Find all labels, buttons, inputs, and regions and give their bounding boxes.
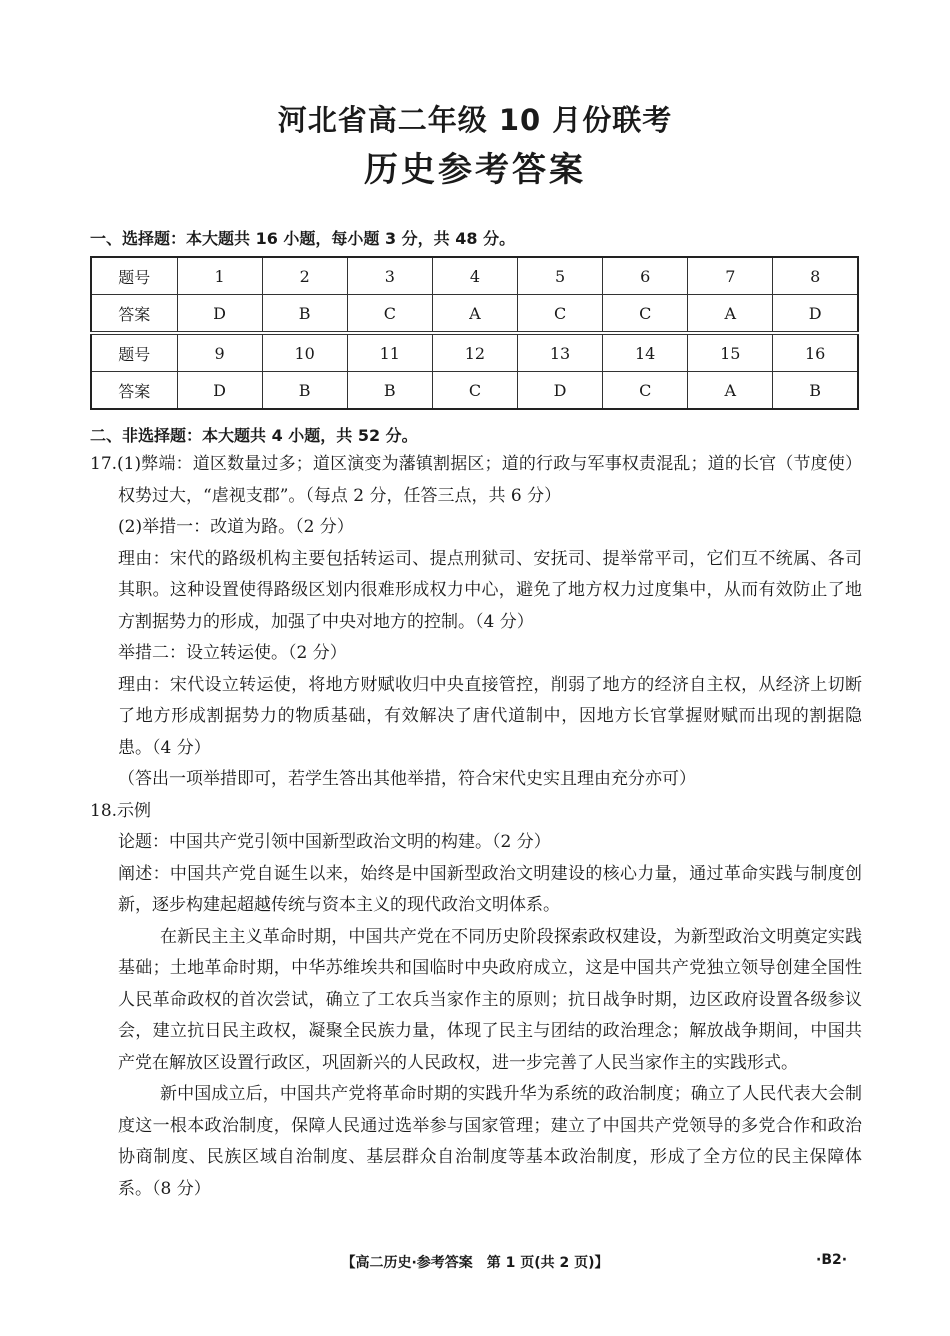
row-label-question: 题号 [91,333,177,372]
answer-cell: B [773,372,858,410]
answer-cell: D [177,295,262,334]
q17-part2-measure2: 举措二：设立转运使。（2 分） [118,643,347,663]
question-number: 13 [518,333,603,372]
answer-cell: D [518,372,603,410]
question-number: 5 [518,257,603,295]
section2-heading: 二、非选择题：本大题共 4 小题，共 52 分。 [90,426,418,445]
row-label-question: 题号 [91,257,177,295]
answer-cell: A [688,295,773,334]
q17-part2-reason2: 理由：宋代设立转运使，将地方财赋收归中央直接管控，削弱了地方的经济自主权，从经济上切断了地方形成割据势力的物质基础，有效解决了唐代道制中，因地方长官掌握财赋而出现的割据隐患。（4 分） [118,674,862,758]
row-label-answer: 答案 [91,295,177,334]
question-number: 6 [603,257,688,295]
table-row-numbers-1 [91,257,858,295]
table-row-answers-2 [91,372,858,410]
q17-part2-reason1: 理由：宋代的路级机构主要包括转运司、提点刑狱司、安抚司、提举常平司，它们互不统属、各司其职。这种设置使得路级区划内很难形成权力中心，避免了地方权力过度集中，从而有效防止了地方割据势力的形成，加强了中央对地方的控制。（4 分） [118,548,862,632]
answer-cell: C [347,295,432,334]
table-row-answers-1 [91,295,858,334]
answer-cell: B [347,372,432,410]
question-number: 14 [603,333,688,372]
question-number: 2 [262,257,347,295]
question-number: 16 [773,333,858,372]
section1-heading: 一、选择题：本大题共 16 小题，每小题 3 分，共 48 分。 [90,229,516,248]
q18-elaboration: 阐述：中国共产党自诞生以来，始终是中国新型政治文明建设的核心力量，通过革命实践与制度创新，逐步构建起超越传统与资本主义的现代政治文明体系。 [118,863,862,915]
answer-cell: C [603,295,688,334]
question-number: 8 [773,257,858,295]
question-number: 11 [347,333,432,372]
question-number: 15 [688,333,773,372]
answer-cell: B [262,295,347,334]
section2-body [90,449,862,1205]
row-label-answer: 答案 [91,372,177,410]
exam-title: 河北省高二年级 10 月份联考 [277,103,673,137]
answer-cell: B [262,372,347,410]
page-footer: 【高二历史·参考答案 第 1 页(共 2 页)】 [341,1255,609,1271]
answer-cell: D [773,295,858,334]
answer-cell: A [688,372,773,410]
q17-part1: 17.(1)弊端：道区数量过多；道区演变为藩镇割据区；道的行政与军事权责混乱；道的长官（节度使）权势过大，“虐视支郡”。（每点 2 分，任答三点，共 6 分） [90,454,862,506]
question-number: 9 [177,333,262,372]
question-number: 7 [688,257,773,295]
q18-paragraph-new-china: 新中国成立后，中国共产党将革命时期的实践升华为系统的政治制度；确立了人民代表大会制度这一根本政治制度，保障人民通过选举参与国家管理；建立了中国共产党领导的多党合作和政治协商制度、民族区域自治制度、基层群众自治制度等基本政治制度，形成了全方位的民主保障体系。（8 分） [118,1084,862,1199]
q17-note: （答出一项举措即可，若学生答出其他举措，符合宋代史实且理由充分亦可） [118,769,696,789]
question-number: 3 [347,257,432,295]
question-number: 4 [432,257,517,295]
answer-cell: C [432,372,517,410]
q18-paragraph-revolution: 在新民主主义革命时期，中国共产党在不同历史阶段探索政权建设，为新型政治文明奠定实践基础；土地革命时期，中华苏维埃共和国临时中央政府成立，这是中国共产党独立领导创建全国性人民革命政权的首次尝试，确立了工农兵当家作主的原则；抗日战争时期，边区政府设置各级参议会，建立抗日民主政权，凝聚全民族力量，体现了民主与团结的政治理念；解放战争期间，中国共产党在解放区设置行政区，巩固新兴的人民政权，进一步完善了人民当家作主的实践形式。 [118,926,862,1073]
question-number: 1 [177,257,262,295]
q18-thesis: 论题：中国共产党引领中国新型政治文明的构建。（2 分） [118,832,551,852]
answer-cell: D [177,372,262,410]
q18-label: 18.示例 [90,800,152,821]
answer-cell: A [432,295,517,334]
page-code: ·B2· [816,1252,848,1268]
question-number: 12 [432,333,517,372]
answer-cell: C [518,295,603,334]
answer-table [90,256,859,410]
exam-subtitle: 历史参考答案 [364,150,586,190]
q17-part2-measure1: (2)举措一：改道为路。（2 分） [118,517,354,537]
table-row-numbers-2 [91,333,858,372]
question-number: 10 [262,333,347,372]
answer-cell: C [603,372,688,410]
